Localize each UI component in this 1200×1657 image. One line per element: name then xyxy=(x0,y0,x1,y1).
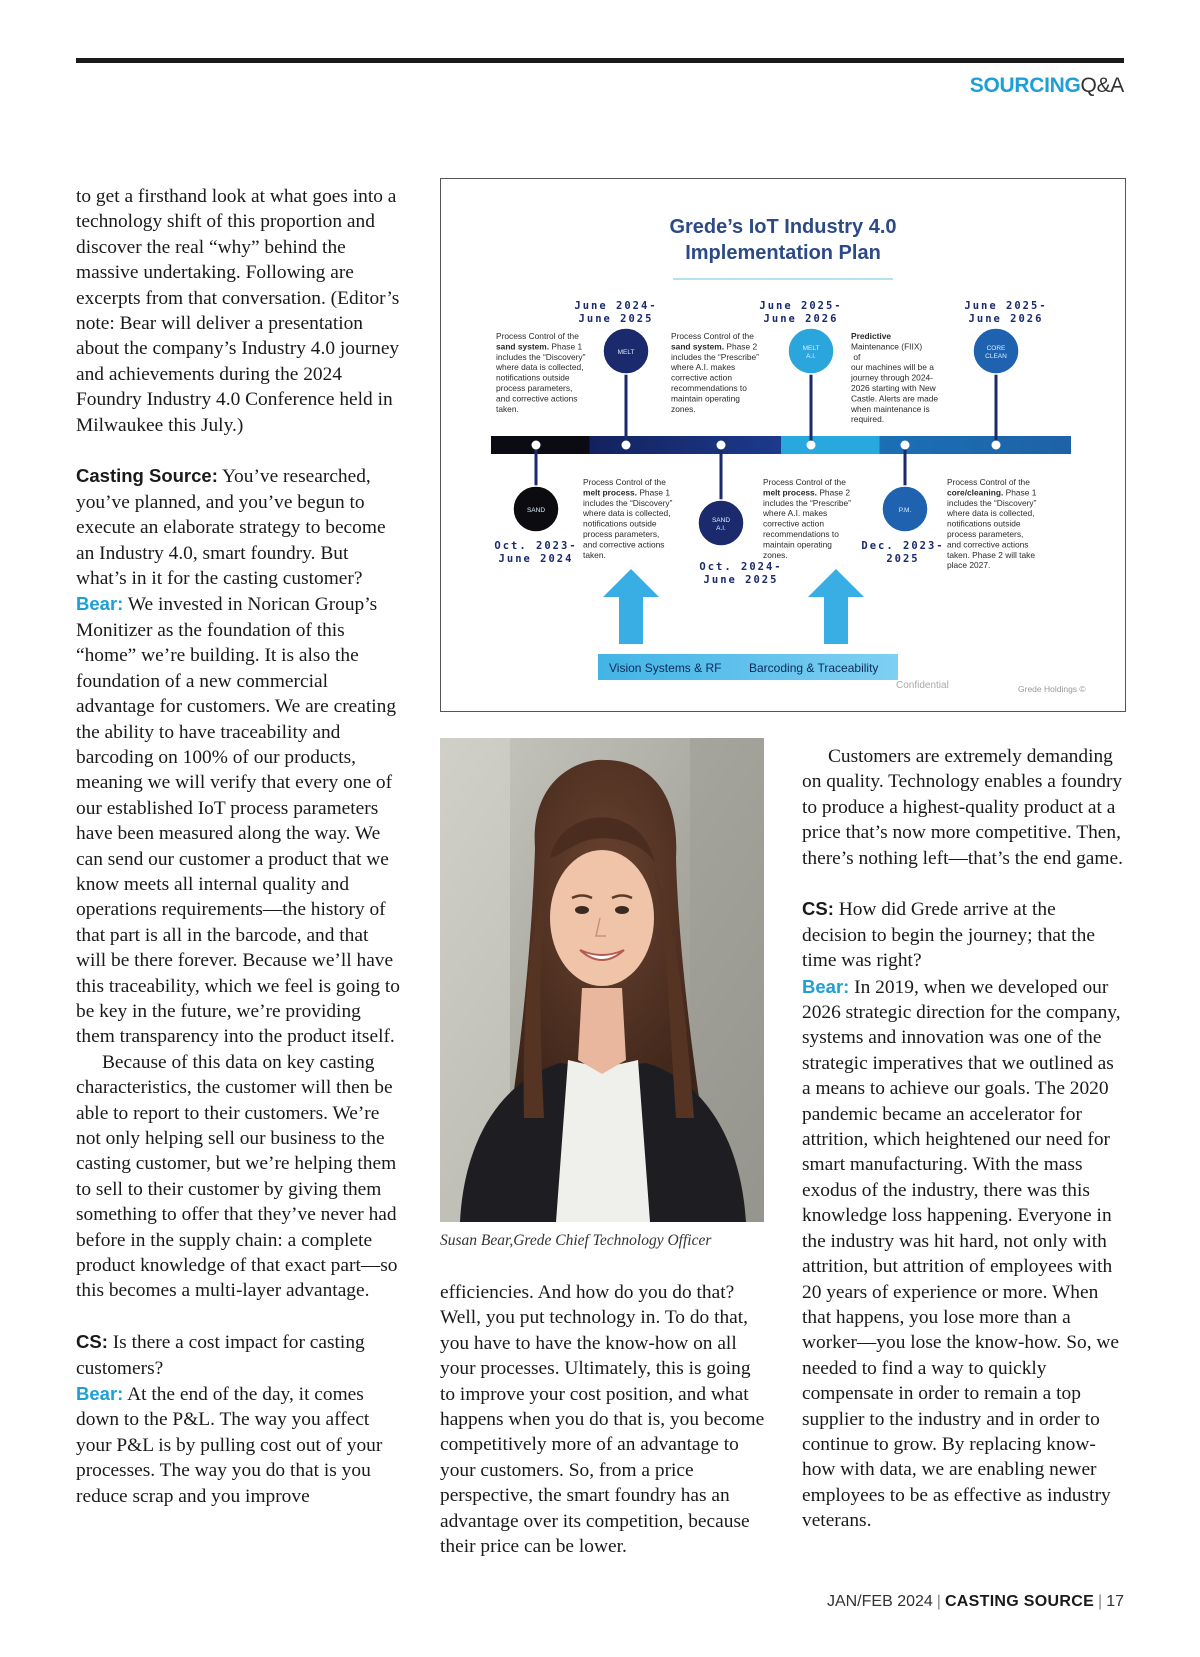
top-rule xyxy=(76,58,1124,63)
milestone-top-dot-2 xyxy=(807,441,816,450)
milestone-top-date-1-line-1: June 2024- xyxy=(574,300,658,312)
implementation-plan-figure xyxy=(440,178,1126,712)
milestone-top-text-3-line: Maintenance (FIIX) xyxy=(851,341,923,352)
milestone-bottom-text-2-line: recommendations to xyxy=(763,529,839,539)
intro-paragraph: to get a firsthand look at what goes into a technology shift of this proportion and discover the real “why” behind the massive undertaking. Following are excerpts from that conversation. (Editor’s note: Bear will deliver a presentation about the company’s Industry 4.0 journey and achievements during the 2024 Foundry Industry 4.0 Conference held in Milwaukee this July.) xyxy=(76,186,400,436)
milestone-bottom-date-2-line-1: Oct. 2024- xyxy=(699,561,783,573)
column-3-paragraph-1: Customers are extremely demanding on quality. Technology enables a foundry to produce a highest-quality product at a price that’s now more competitive. Then, there’s nothing left—that’s the end game. xyxy=(802,746,1123,869)
milestone-bottom-date-3-line-2: 2025 xyxy=(886,553,920,565)
column-3 xyxy=(802,744,1124,1534)
milestone-top-text-3-line: 2026 starting with New xyxy=(851,383,936,393)
speaker-casting-source: Casting Source: xyxy=(76,465,218,487)
milestone-bottom-text-1-line: Process Control of the xyxy=(583,477,666,487)
page-footer xyxy=(827,1593,1124,1611)
question-1-text: You’ve researched, you’ve planned, and you’ve begun to execute an elaborate strategy to become an Industry 4.0, smart foundry. But what’s in it for the casting customer? xyxy=(76,466,386,590)
milestone-top-text-1-line-cont: Phase 1 xyxy=(549,341,583,352)
milestone-bottom-text-1-line: where data is collected, xyxy=(583,508,671,519)
milestone-top-text-3-line: journey through 2024- xyxy=(851,372,933,383)
question-2-text: Is there a cost impact for casting customers? xyxy=(76,1332,365,1379)
speaker-bear: Bear: xyxy=(76,593,124,615)
milestone-bottom-text-2-line-cont: Phase 2 xyxy=(817,487,851,498)
milestone-bottom-node-3-label: P.M. xyxy=(898,507,912,514)
footer-divider: | xyxy=(936,1593,941,1610)
milestone-bottom-text-3-line: and corrective actions xyxy=(947,539,1029,550)
milestone-top-text-1-line: process parameters, xyxy=(496,383,573,393)
milestone-bottom-text-3-line: Process Control of the xyxy=(947,477,1030,487)
section-label-light: Q&A xyxy=(1080,74,1124,97)
milestone-top-date-1-line-2: June 2025 xyxy=(578,313,654,325)
milestone-bottom-text-1-line: includes the “Discovery” xyxy=(583,497,673,508)
milestone-bottom-node-2-label: SAND xyxy=(711,517,731,524)
milestone-top-date-2-line-2: June 2026 xyxy=(763,313,839,325)
milestone-top-text-2-line: Process Control of the xyxy=(671,331,754,341)
column-1 xyxy=(76,184,402,1509)
milestone-bottom-text-1-line: notifications outside xyxy=(583,518,657,529)
question-3 xyxy=(802,896,1124,973)
milestone-top-node-1-label: MELT xyxy=(617,349,635,356)
milestone-top-text-3-line: our machines will be a xyxy=(851,362,934,373)
milestone-bottom-node-1-label: SAND xyxy=(526,507,546,514)
milestone-top-node-2-label-2: A.I. xyxy=(806,353,816,360)
milestone-top-date-3-line-2: June 2026 xyxy=(968,313,1044,325)
milestone-top-dot-3 xyxy=(992,441,1001,450)
milestone-bottom-text-2-line: Process Control of the xyxy=(763,477,846,487)
milestone-top-node-3-label: CORE xyxy=(986,345,1006,352)
milestone-bottom-text-3-line-cont: Phase 1 xyxy=(1003,487,1037,498)
milestone-top-text-2-line: includes the “Prescribe” xyxy=(671,351,759,362)
speaker-bear: Bear: xyxy=(76,1383,124,1405)
speaker-cs: CS: xyxy=(802,898,834,920)
milestone-top-text-1-line: Process Control of the xyxy=(496,331,579,341)
milestone-bottom-dot-3 xyxy=(901,441,910,450)
milestone-top-text-2-line: maintain operating xyxy=(671,393,740,404)
speaker-cs: CS: xyxy=(76,1331,108,1353)
milestone-bottom-text-2-line: where A.I. makes xyxy=(763,508,828,519)
milestone-bottom-text-2-line: melt process. xyxy=(763,487,817,498)
milestone-bottom-text-1-line: taken. xyxy=(583,549,606,560)
answer-2-text: At the end of the day, it comes down to the P&L. The way you affect your P&L is by pulling cost out of your processes. The way you do that is you reduce scrap and you improve xyxy=(76,1384,383,1507)
section-label-bold: SOURCING xyxy=(969,74,1081,97)
confidential-label: Confidential xyxy=(896,680,949,691)
implementation-plan-diagram xyxy=(441,179,1125,711)
milestone-top-dot-1 xyxy=(622,441,631,450)
milestone-bottom-dot-2 xyxy=(717,441,726,450)
portrait-photo xyxy=(440,738,764,1222)
copyright-label: Grede Holdings © xyxy=(1018,684,1086,694)
answer-3-text: In 2019, when we developed our 2026 strategic direction for the company, systems and innovation was one of the strategic imperatives that we outlined as a means to achieve our goals. The 2020 pandemic became an accelerator for attrition, which heightened our need for smart manufacturing. With the mass exodus of the industry, there was this knowledge loss happening. Everyone in the industry was hit hard, not only with attrition, but attrition of employees with 20 years of experience or more. When that happens, you lose more than a worker—you lose the know-how. So, we needed to find a way to quickly compensate in order to remain a top supplier to the industry and in order to continue to grow. By replacing know-how with data, we are enabling newer employees to be as effective as industry veterans. xyxy=(802,976,1121,1532)
milestone-top-text-2-line: corrective action xyxy=(671,372,732,383)
milestone-bottom-date-3-line-1: Dec. 2023- xyxy=(861,540,945,552)
question-3-text: How did Grede arrive at the decision to begin the journey; that the time was right? xyxy=(802,899,1095,972)
milestone-bottom-text-3-line: taken. Phase 2 will take xyxy=(947,549,1035,560)
milestone-top-text-3-line: of xyxy=(851,351,861,362)
figure-title-line-2: Implementation Plan xyxy=(685,242,881,264)
milestone-bottom-node-2-label-2: A.I. xyxy=(716,525,726,532)
milestone-top-text-1-line: notifications outside xyxy=(496,372,570,383)
milestone-top-text-2-line: recommendations to xyxy=(671,383,747,393)
milestone-bottom-text-2-line: maintain operating xyxy=(763,539,832,550)
milestone-top-text-1-line: and corrective actions xyxy=(496,393,578,404)
milestone-bottom-text-2-line: corrective action xyxy=(763,518,824,529)
timeline-bar xyxy=(491,436,1071,454)
milestone-bottom-dot-1 xyxy=(532,441,541,450)
milestone-bottom-text-3-line: where data is collected, xyxy=(947,508,1035,519)
milestone-top-text-1-line: taken. xyxy=(496,403,519,414)
milestone-top-date-3-line-1: June 2025- xyxy=(964,300,1048,312)
milestone-top-text-1-line: sand system. xyxy=(496,341,550,352)
milestone-top-text-1-line: includes the “Discovery” xyxy=(496,351,586,362)
vision-systems-label: Vision Systems & RF xyxy=(609,661,722,675)
speaker-bear: Bear: xyxy=(802,975,850,997)
milestone-top-text-2-line: sand system. xyxy=(671,341,725,352)
section-label xyxy=(970,74,1124,98)
question-2 xyxy=(76,1329,402,1381)
milestone-bottom-text-1-line: process parameters, xyxy=(583,529,660,539)
portrait-illustration xyxy=(440,738,764,1222)
milestone-top-text-2-line-cont: Phase 2 xyxy=(724,341,758,352)
milestone-top-text-2-line: zones. xyxy=(671,403,696,414)
page-number: 17 xyxy=(1106,1593,1124,1610)
paragraph-2: Because of this data on key casting characteristics, the customer will then be able to report to their customers. We’re not only helping sell our business to the casting customer, but we’re helping them to sell to their customer by giving them something to offer that they’ve never had before in the supply chain: a complete product knowledge of that exact part—so this becomes a multi-layer advantage. xyxy=(76,1051,398,1302)
answer-1-text: We invested in Norican Group’s Monitizer as the foundation of this “home” we’re building. It is also the foundation of a new commercial advantage for customers. We are creating the ability to have traceability and barcoding on 100% of our products, meaning we will verify that every one of our established IoT process parameters have been measured along the way. We can send our customer a product that we know meets all internal quality and operations requirements—the history of that part is all in the barcode, and that will be there forever. Because we’ll have this traceability, which we feel is going to be key in the future, we’re providing them transparency into the product itself. xyxy=(76,594,400,1048)
milestone-bottom-text-3-line: includes the “Discovery” xyxy=(947,497,1037,508)
milestone-bottom-text-3-line: place 2027. xyxy=(947,560,991,571)
milestone-top-node-2-label: MELT xyxy=(802,345,820,352)
milestone-bottom-text-3-line: notifications outside xyxy=(947,518,1021,529)
barcoding-label: Barcoding & Traceability xyxy=(749,661,879,675)
milestone-bottom-text-2-line: zones. xyxy=(763,549,788,560)
photo-caption: Susan Bear,Grede Chief Technology Officer xyxy=(440,1232,712,1249)
milestone-top-text-3-line: Predictive xyxy=(851,331,892,341)
figure-title-line-1: Grede’s IoT Industry 4.0 xyxy=(669,216,897,238)
milestone-top-text-1-line: where data is collected, xyxy=(496,362,584,373)
milestone-top-node-3-label-2: CLEAN xyxy=(985,353,1007,360)
milestone-bottom-text-1-line-cont: Phase 1 xyxy=(637,487,671,498)
milestone-top-date-2-line-1: June 2025- xyxy=(759,300,843,312)
column-2 xyxy=(440,1280,766,1559)
issue-date: JAN/FEB 2024 xyxy=(826,1593,933,1610)
answer-1 xyxy=(76,591,402,1049)
milestone-bottom-date-1-line-1: Oct. 2023- xyxy=(494,540,578,552)
milestone-top-text-3-line: Castle. Alerts are made xyxy=(851,393,939,404)
milestone-bottom-text-1-line: and corrective actions xyxy=(583,539,665,550)
milestone-top-text-2-line: where A.I. makes xyxy=(671,362,736,373)
answer-3 xyxy=(802,974,1124,1534)
footer-divider: | xyxy=(1098,1593,1103,1610)
magazine-name: CASTING SOURCE xyxy=(944,1593,1095,1610)
milestone-top-text-3-line: required. xyxy=(851,414,885,425)
milestone-bottom-text-3-line: core/cleaning. xyxy=(947,487,1004,498)
answer-2 xyxy=(76,1381,402,1509)
milestone-bottom-text-3-line: process parameters, xyxy=(947,529,1024,539)
milestone-bottom-text-2-line: includes the “Prescribe” xyxy=(763,497,851,508)
milestone-top-text-3-line: when maintenance is xyxy=(851,403,930,414)
column-2-paragraph: efficiencies. And how do you do that? Well, you put technology in. To do that, you have to have the know-how on all your processes. Ultimately, this is going to improve your cost position, and what happens when you do that is, you become competitively more of an advantage to your customers. So, from a price perspective, the smart foundry has an advantage over its competition, because their price can be lower. xyxy=(440,1282,765,1558)
milestone-bottom-date-2-line-2: June 2025 xyxy=(703,574,779,586)
question-1 xyxy=(76,463,402,591)
milestone-bottom-date-1-line-2: June 2024 xyxy=(498,553,574,565)
milestone-bottom-text-1-line: melt process. xyxy=(583,487,637,498)
